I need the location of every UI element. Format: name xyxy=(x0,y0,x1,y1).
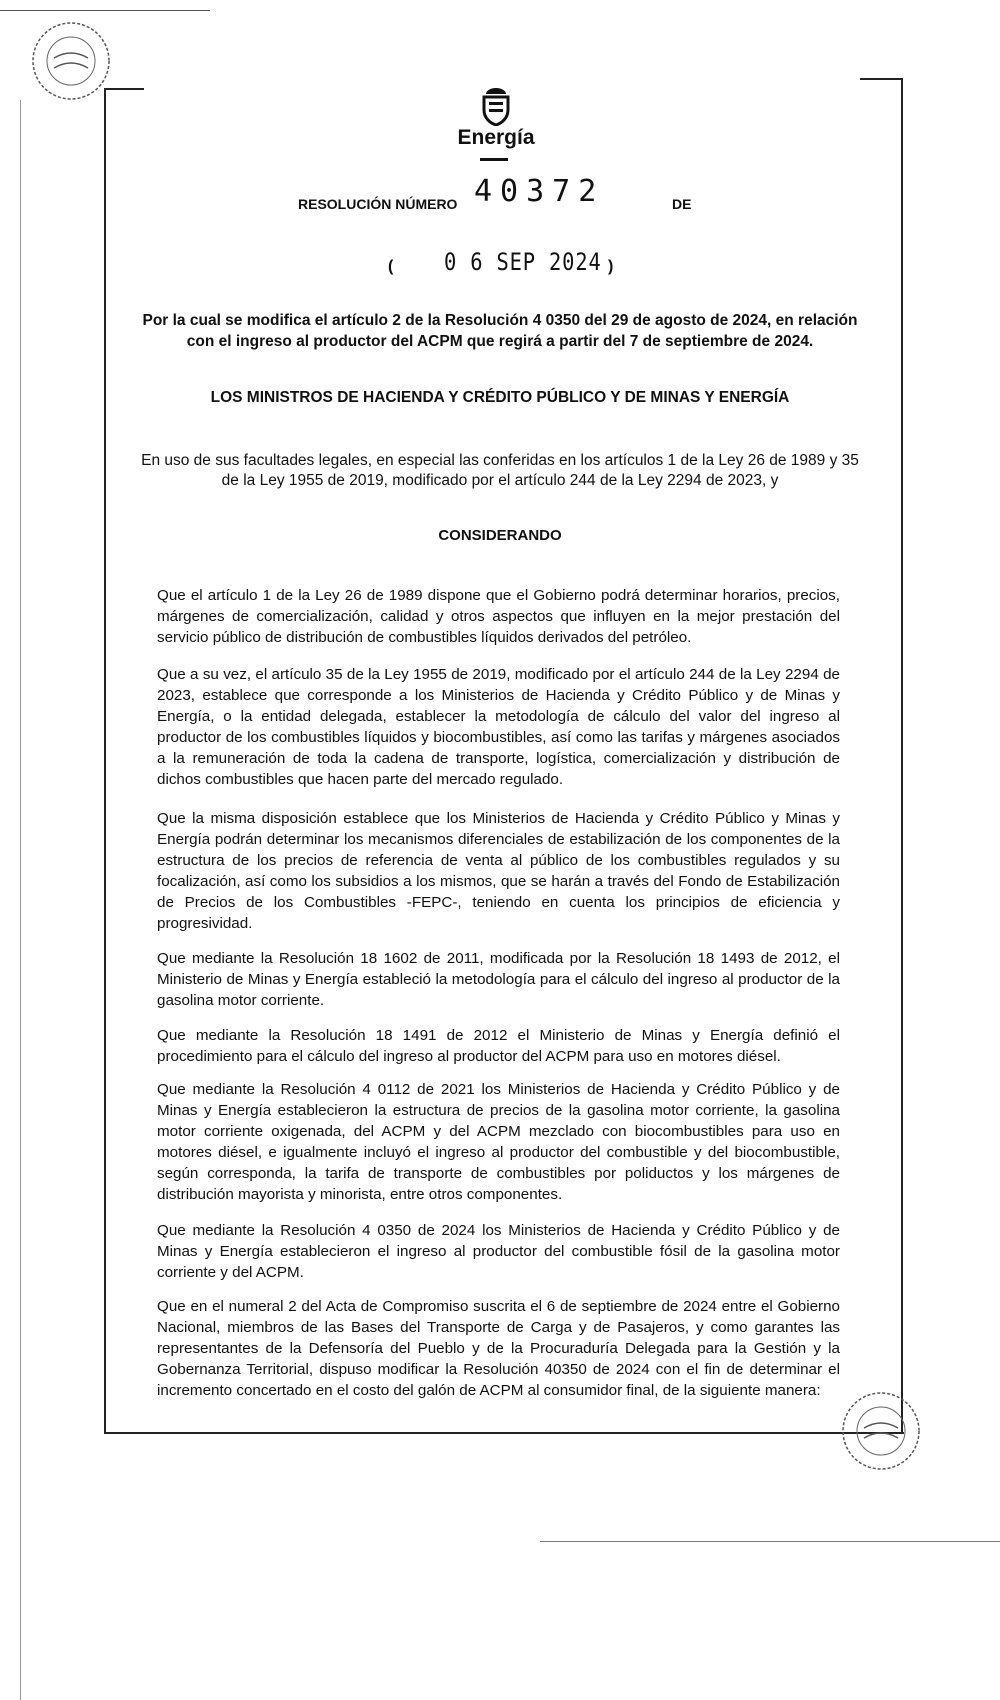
considerando-paragraph: Que el artículo 1 de la Ley 26 de 1989 dispone que el Gobierno podrá determinar horarios, precios, márgenes de comercialización, calidad y otros aspectos que influyen en la mejor prestación del servicio público de distribución de combustibles líquidos derivados del petróleo. xyxy=(157,587,840,646)
seal-stamp-icon xyxy=(28,18,114,104)
considerando-paragraph: Que mediante la Resolución 18 1491 de 2012 el Ministerio de Minas y Energía definió el procedimiento para el cálculo del ingreso al productor del ACPM para uso en motores diésel. xyxy=(157,1027,840,1065)
considerando-paragraph: Que en el numeral 2 del Acta de Compromiso suscrita el 6 de septiembre de 2024 entre el Gobierno Nacional, miembros de las Bases del Transporte de Carga y de Pasajeros, y como garantes las representantes de la Defensoría del Pueblo y de la Procuraduría Delegada para la Gestión y la Gobernanza Territorial, dispuso modificar la Resolución 40350 de 2024 con el fin de determinar el incremento concertado en el costo del galón de ACPM al consumidor final, de la siguiente manera: xyxy=(157,1298,840,1399)
frame-right-border xyxy=(901,78,903,1434)
considerando-paragraph: Que mediante la Resolución 4 0112 de 2021 los Ministerios de Hacienda y Crédito Público y de Minas y Energía establecieron la estructura de precios de la gasolina motor corriente, la gasolina motor corriente oxigenada, del ACPM y del ACPM mezclado con biocombustibles para uso en motores diésel, e igualmente incluyó el ingreso al productor del combustible y del biocombustible, según corresponda, la tarifa de transporte de combustibles por poliductos y los márgenes de distribución mayorista y minorista, entre otros componentes. xyxy=(157,1081,840,1203)
left-margin-line xyxy=(20,100,21,1700)
ministry-underline xyxy=(480,158,508,161)
considerando-paragraph: Que a su vez, el artículo 35 de la Ley 1955 de 2019, modificado por el artículo 244 de la Ley 2294 de 2023, establece que corresponde a los Ministerios de Hacienda y Crédito Público y de Minas y Energía, o la entidad delegada, establecer la metodología de cálculo del valor del ingreso al productor de los combustibles líquidos y biocombustibles, así como las tarifas y márgenes asociados a la remuneración de toda la cadena de transporte, logística, comercialización y distribución de dichos combustibles que hacen parte del mercado regulado. xyxy=(157,666,840,788)
frame-top-right-border xyxy=(860,78,903,80)
resolution-label: RESOLUCIÓN NÚMERO xyxy=(298,196,458,212)
resolution-subject: Por la cual se modifica el artículo 2 de la Resolución 4 0350 del 29 de agosto de 2024, en relación con el ingreso al productor del ACPM que regirá a partir del 7 de septiembre de 2024. xyxy=(142,312,858,350)
considerando-heading: CONSIDERANDO xyxy=(438,527,562,544)
ministry-name: Energía xyxy=(457,126,535,149)
resolution-date: 0 6 SEP 2024 xyxy=(444,248,602,276)
seal-stamp-icon xyxy=(838,1388,924,1474)
resolution-de-label: DE xyxy=(672,196,692,212)
coat-of-arms-icon xyxy=(478,86,514,126)
ministers-heading: LOS MINISTROS DE HACIENDA Y CRÉDITO PÚBLICO Y DE MINAS Y ENERGÍA xyxy=(210,389,790,406)
date-paren-close: ) xyxy=(608,258,614,275)
top-rule xyxy=(0,10,210,11)
considerando-paragraph: Que la misma disposición establece que los Ministerios de Hacienda y Crédito Público y Minas y Energía podrán determinar los mecanismos diferenciales de estabilización de los componentes de la estructura de los precios de referencia de venta al público de los combustibles regulados y su focalización, así como los subsidios a los mismos, que se harán a través del Fondo de Estabilización de Precios de los Combustibles -FEPC-, teniendo en cuenta los principios de eficiencia y progresividad. xyxy=(157,810,840,932)
considerando-paragraph: Que mediante la Resolución 18 1602 de 2011, modificada por la Resolución 18 1493 de 2012, el Ministerio de Minas y Energía estableció la metodología para el cálculo del ingreso al productor de la gasolina motor corriente. xyxy=(157,950,840,1009)
legal-faculties-text: En uso de sus facultades legales, en especial las conferidas en los artículos 1 de la Ley 26 de 1989 y 35 de la Ley 1955 de 2019, modificado por el artículo 244 de la Ley 2294 de 2023, y xyxy=(141,452,859,489)
bottom-rule xyxy=(540,1541,1000,1542)
frame-bottom-border xyxy=(104,1432,904,1434)
date-paren-open: ( xyxy=(388,258,394,275)
frame-left-border xyxy=(104,88,106,1434)
considerando-paragraph: Que mediante la Resolución 4 0350 de 2024 los Ministerios de Hacienda y Crédito Público y de Minas y Energía establecieron el ingreso al productor del combustible fósil de la gasolina motor corriente y del ACPM. xyxy=(157,1222,840,1281)
resolution-number: 40372 xyxy=(474,174,605,209)
